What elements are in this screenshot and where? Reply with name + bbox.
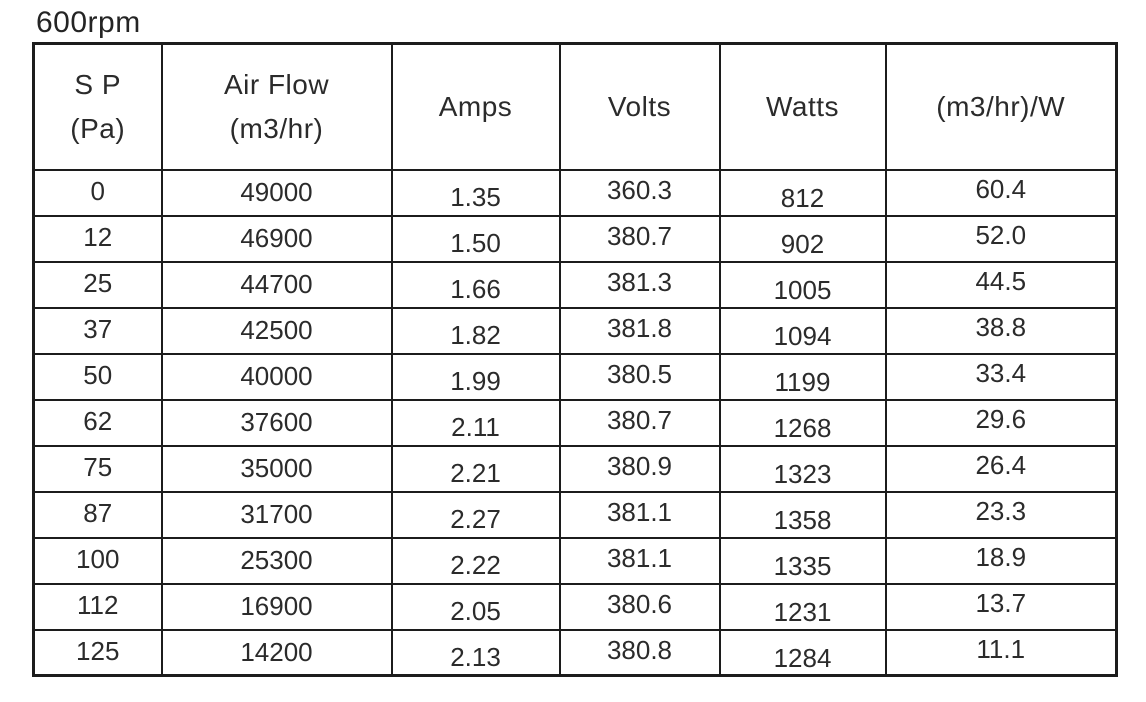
- cell-value: 29.6: [975, 404, 1027, 434]
- cell-value: 37600: [240, 407, 313, 437]
- cell-value: 75: [83, 452, 113, 482]
- cell-volts: [560, 400, 720, 446]
- cell-value: 1231: [773, 597, 832, 627]
- cell-value: 1.82: [450, 320, 501, 350]
- cell-watts: [720, 538, 886, 584]
- cell-air-flow: [162, 584, 392, 630]
- table-header: [34, 44, 1117, 170]
- cell-watts: [720, 630, 886, 676]
- table-title: 600rpm: [36, 6, 141, 39]
- cell-sp-pa: [34, 354, 162, 400]
- cell-value: 100: [76, 544, 120, 574]
- cell-m3hr-per-w: [886, 170, 1117, 216]
- table-body: [34, 170, 1117, 676]
- cell-value: 1284: [773, 642, 832, 673]
- column-header-air-flow: [162, 44, 392, 170]
- cell-value: 13.7: [975, 588, 1027, 618]
- cell-value: 2.22: [450, 550, 501, 580]
- cell-air-flow: [162, 262, 392, 308]
- cell-value: 50: [83, 360, 113, 390]
- cell-air-flow: [162, 170, 392, 216]
- table-row: [34, 262, 1117, 308]
- cell-air-flow: [162, 492, 392, 538]
- table-row: [34, 170, 1117, 216]
- cell-volts: [560, 630, 720, 676]
- cell-air-flow: [162, 308, 392, 354]
- cell-value: 40000: [240, 361, 313, 391]
- cell-m3hr-per-w: [886, 630, 1117, 676]
- cell-value: 44.5: [975, 266, 1027, 296]
- cell-value: 381.8: [606, 313, 673, 343]
- cell-air-flow: [162, 538, 392, 584]
- column-header-sp-pa: [34, 44, 162, 170]
- cell-value: 25: [83, 268, 113, 298]
- cell-value: 33.4: [975, 358, 1027, 388]
- column-header-watts: [720, 44, 886, 170]
- cell-m3hr-per-w: [886, 400, 1117, 446]
- cell-value: 381.3: [606, 267, 673, 297]
- cell-value: 112: [77, 590, 119, 620]
- cell-amps: [392, 584, 560, 630]
- cell-sp-pa: [34, 630, 162, 676]
- cell-value: 380.9: [606, 451, 673, 481]
- cell-air-flow: [162, 630, 392, 676]
- cell-amps: [392, 262, 560, 308]
- cell-watts: [720, 170, 886, 216]
- cell-value: 380.7: [606, 405, 673, 435]
- cell-volts: [560, 354, 720, 400]
- cell-value: 23.3: [975, 496, 1027, 526]
- cell-value: 31700: [240, 499, 313, 529]
- header-row: [34, 44, 1117, 170]
- cell-value: 2.11: [451, 412, 500, 442]
- cell-value: 35000: [240, 453, 313, 483]
- cell-value: 1094: [773, 321, 832, 351]
- cell-m3hr-per-w: [886, 446, 1117, 492]
- table-row: [34, 584, 1117, 630]
- cell-sp-pa: [34, 492, 162, 538]
- cell-sp-pa: [34, 538, 162, 584]
- cell-value: 1.50: [450, 228, 501, 258]
- cell-value: 12: [83, 222, 113, 252]
- cell-m3hr-per-w: [886, 354, 1117, 400]
- cell-value: 1.35: [450, 182, 501, 212]
- cell-amps: [392, 492, 560, 538]
- cell-sp-pa: [34, 308, 162, 354]
- cell-sp-pa: [34, 584, 162, 630]
- cell-value: 1358: [773, 505, 832, 535]
- table-row: [34, 538, 1117, 584]
- cell-value: 2.21: [450, 458, 501, 488]
- cell-value: 381.1: [606, 497, 673, 527]
- cell-value: 60.4: [975, 174, 1027, 204]
- table-row: [34, 308, 1117, 354]
- cell-watts: [720, 492, 886, 538]
- cell-value: 49000: [240, 177, 313, 207]
- cell-value: 0: [90, 176, 105, 206]
- cell-value: 381.1: [606, 543, 673, 573]
- cell-watts: [720, 308, 886, 354]
- column-header-m3hr-per-w: [886, 44, 1117, 170]
- cell-value: 16900: [240, 591, 313, 621]
- header-line: Amps: [438, 90, 513, 122]
- cell-volts: [560, 492, 720, 538]
- cell-value: 11.1: [976, 633, 1026, 664]
- cell-watts: [720, 354, 886, 400]
- cell-value: 2.05: [450, 596, 501, 626]
- cell-value: 37: [83, 314, 113, 344]
- cell-air-flow: [162, 216, 392, 262]
- cell-watts: [720, 446, 886, 492]
- cell-volts: [560, 262, 720, 308]
- cell-sp-pa: [34, 446, 162, 492]
- cell-value: 1199: [774, 367, 831, 397]
- cell-value: 1005: [773, 275, 832, 305]
- cell-value: 902: [780, 229, 825, 259]
- performance-table: [32, 42, 1118, 677]
- cell-m3hr-per-w: [886, 584, 1117, 630]
- cell-air-flow: [162, 446, 392, 492]
- header-line: (Pa): [70, 112, 126, 144]
- cell-value: 380.5: [606, 359, 673, 389]
- cell-amps: [392, 170, 560, 216]
- cell-value: 1335: [773, 551, 832, 581]
- cell-amps: [392, 354, 560, 400]
- cell-amps: [392, 216, 560, 262]
- cell-value: 62: [83, 406, 113, 436]
- cell-value: 42500: [240, 315, 313, 345]
- cell-value: 18.9: [975, 542, 1027, 572]
- cell-m3hr-per-w: [886, 216, 1117, 262]
- header-line: (m3/hr): [229, 112, 324, 144]
- cell-value: 44700: [240, 269, 313, 299]
- cell-value: 360.3: [606, 175, 673, 205]
- table-row: [34, 492, 1117, 538]
- column-header-amps: [392, 44, 560, 170]
- cell-sp-pa: [34, 262, 162, 308]
- cell-value: 380.6: [606, 589, 673, 619]
- cell-value: 87: [83, 498, 113, 528]
- header-line: (m3/hr)/W: [936, 90, 1066, 122]
- cell-volts: [560, 446, 720, 492]
- cell-sp-pa: [34, 170, 162, 216]
- cell-amps: [392, 308, 560, 354]
- cell-amps: [392, 538, 560, 584]
- column-header-volts: [560, 44, 720, 170]
- cell-air-flow: [162, 400, 392, 446]
- cell-value: 26.4: [975, 450, 1027, 480]
- header-line: Air Flow: [223, 68, 330, 100]
- cell-value: 812: [780, 183, 825, 213]
- cell-m3hr-per-w: [886, 492, 1117, 538]
- cell-value: 46900: [240, 223, 313, 253]
- cell-volts: [560, 170, 720, 216]
- cell-value: 380.8: [606, 634, 673, 665]
- cell-value: 1.99: [450, 366, 501, 396]
- cell-amps: [392, 400, 560, 446]
- cell-volts: [560, 584, 720, 630]
- cell-value: 1268: [773, 413, 832, 443]
- cell-watts: [720, 584, 886, 630]
- cell-value: 1.66: [450, 274, 501, 304]
- table-row: [34, 354, 1117, 400]
- cell-volts: [560, 216, 720, 262]
- cell-sp-pa: [34, 400, 162, 446]
- cell-value: 2.27: [450, 504, 501, 534]
- cell-value: 25300: [240, 545, 313, 575]
- cell-value: 2.13: [450, 641, 501, 672]
- cell-amps: [392, 630, 560, 676]
- cell-m3hr-per-w: [886, 308, 1117, 354]
- cell-value: 1323: [773, 459, 832, 489]
- cell-m3hr-per-w: [886, 262, 1117, 308]
- cell-value: 380.7: [606, 221, 673, 251]
- cell-watts: [720, 400, 886, 446]
- header-line: Watts: [765, 90, 840, 122]
- cell-amps: [392, 446, 560, 492]
- cell-watts: [720, 262, 886, 308]
- cell-value: 38.8: [975, 312, 1027, 342]
- cell-value: 125: [76, 635, 120, 666]
- table-row: [34, 630, 1117, 676]
- cell-value: 14200: [240, 636, 313, 667]
- cell-volts: [560, 538, 720, 584]
- cell-watts: [720, 216, 886, 262]
- cell-air-flow: [162, 354, 392, 400]
- table-row: [34, 400, 1117, 446]
- cell-volts: [560, 308, 720, 354]
- cell-value: 52.0: [975, 220, 1027, 250]
- header-line: Volts: [607, 90, 672, 122]
- table-row: [34, 216, 1117, 262]
- cell-sp-pa: [34, 216, 162, 262]
- table-row: [34, 446, 1117, 492]
- header-line: S P: [74, 68, 122, 100]
- cell-m3hr-per-w: [886, 538, 1117, 584]
